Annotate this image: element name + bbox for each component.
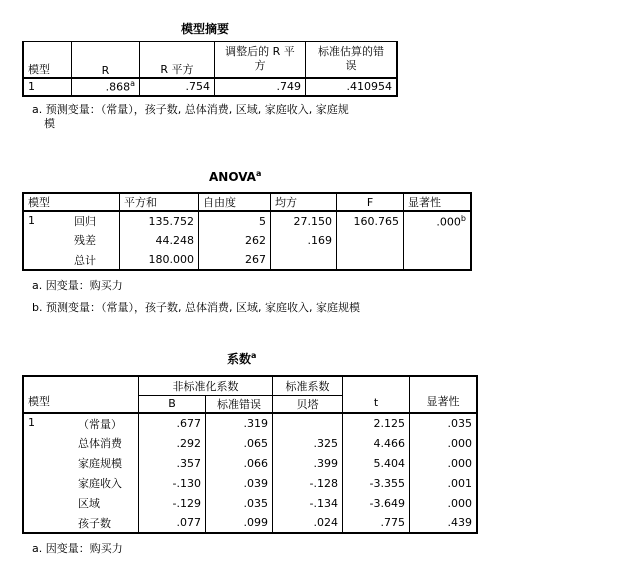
row-label: 总体消费 xyxy=(74,433,139,453)
anova-table xyxy=(22,192,472,271)
cell-t: -3.649 xyxy=(343,493,410,513)
table-header-row xyxy=(23,42,397,78)
cell-mean-square xyxy=(271,250,337,270)
cell-beta: -.134 xyxy=(273,493,343,513)
header-beta: 贝塔 xyxy=(273,395,343,413)
coefficients-title-text: 系数 xyxy=(227,352,252,366)
cell-model: 1 xyxy=(23,211,70,270)
cell-beta: .325 xyxy=(273,433,343,453)
header-model: 模型 xyxy=(23,42,72,78)
cell-model: 1 xyxy=(23,413,74,533)
cell-r-square: .754 xyxy=(140,78,215,96)
coefficients-title-footnote: a xyxy=(251,351,257,360)
row-label: 家庭收入 xyxy=(74,473,139,493)
table-row xyxy=(23,413,477,433)
model-summary-title: 模型摘要 xyxy=(181,22,230,36)
cell-significance xyxy=(404,250,472,270)
se-line1: 标准估算的错 xyxy=(318,45,384,59)
table-row xyxy=(23,453,477,473)
cell-mean-square: 27.150 xyxy=(271,211,337,230)
r-value: .868 xyxy=(105,80,131,94)
header-standardized: 标准系数 xyxy=(273,376,343,395)
row-label: 区域 xyxy=(74,493,139,513)
cell-significance: .000 xyxy=(410,493,478,513)
cell-std-error: .099 xyxy=(206,513,273,533)
cell-std-error: .066 xyxy=(206,453,273,473)
header-std-error: 标准错误 xyxy=(206,395,273,413)
anova-footnote-b: b. 预测变量：（常量），孩子数, 总体消费, 区域, 家庭收入, 家庭规模 xyxy=(32,301,360,314)
header-sum-of-squares: 平方和 xyxy=(120,193,199,211)
header-b: B xyxy=(139,395,206,413)
cell-b: .292 xyxy=(139,433,206,453)
table-header-row xyxy=(23,193,471,211)
header-significance: 显著性 xyxy=(404,193,472,211)
cell-b: -.130 xyxy=(139,473,206,493)
cell-significance: .001 xyxy=(410,473,478,493)
table-row xyxy=(23,493,477,513)
cell-significance: .439 xyxy=(410,513,478,533)
row-label: 家庭规模 xyxy=(74,453,139,473)
cell-std-error: .039 xyxy=(206,473,273,493)
r-footnote: a xyxy=(130,79,135,89)
header-unstandardized: 非标准化系数 xyxy=(139,376,273,395)
row-label: 孩子数 xyxy=(74,513,139,533)
coefficients-footnote-a: a. 因变量：购买力 xyxy=(32,542,123,555)
cell-beta: .024 xyxy=(273,513,343,533)
table-row xyxy=(23,250,471,270)
cell-df: 5 xyxy=(199,211,271,230)
row-label: 回归 xyxy=(70,211,120,230)
cell-t: 5.404 xyxy=(343,453,410,473)
coefficients-title xyxy=(227,350,256,367)
cell-beta xyxy=(273,413,343,433)
table-row xyxy=(23,230,471,250)
cell-significance xyxy=(404,211,472,230)
adj-line1: 调整后的 R 平 xyxy=(225,45,295,59)
anova-title-text: ANOVA xyxy=(209,170,256,184)
cell-std-error: .410954 xyxy=(306,78,398,96)
row-label: 残差 xyxy=(70,230,120,250)
cell-significance: .035 xyxy=(410,413,478,433)
cell-t: 4.466 xyxy=(343,433,410,453)
cell-df: 262 xyxy=(199,230,271,250)
header-significance: 显著性 xyxy=(410,376,478,413)
cell-r xyxy=(72,78,140,96)
header-std-error xyxy=(306,42,398,78)
se-line2: 误 xyxy=(345,59,357,73)
header-f: F xyxy=(337,193,404,211)
header-model: 模型 xyxy=(23,376,139,413)
header-mean-square: 均方 xyxy=(271,193,337,211)
coefficients-table xyxy=(22,375,478,534)
header-r: R xyxy=(72,42,140,78)
table-row xyxy=(23,433,477,453)
cell-b: .677 xyxy=(139,413,206,433)
cell-t: .775 xyxy=(343,513,410,533)
cell-f xyxy=(337,230,404,250)
model-summary-footnote xyxy=(32,103,349,131)
cell-std-error: .065 xyxy=(206,433,273,453)
cell-sum-of-squares: 135.752 xyxy=(120,211,199,230)
table-row xyxy=(23,78,397,96)
note-line2: 模 xyxy=(44,117,55,130)
table-row xyxy=(23,211,471,230)
anova-footnote-a: a. 因变量：购买力 xyxy=(32,279,123,292)
adj-line2: 方 xyxy=(254,59,266,73)
cell-mean-square: .169 xyxy=(271,230,337,250)
cell-f: 160.765 xyxy=(337,211,404,230)
cell-sum-of-squares: 44.248 xyxy=(120,230,199,250)
table-row xyxy=(23,513,477,533)
cell-b: .357 xyxy=(139,453,206,473)
cell-beta: -.128 xyxy=(273,473,343,493)
header-r-square: R 平方 xyxy=(140,42,215,78)
cell-adjusted-r-square: .749 xyxy=(215,78,306,96)
header-df: 自由度 xyxy=(199,193,271,211)
table-header-row xyxy=(23,376,477,395)
sig-footnote: b xyxy=(460,213,466,223)
cell-significance xyxy=(404,230,472,250)
cell-f xyxy=(337,250,404,270)
cell-significance: .000 xyxy=(410,453,478,473)
note-line1: a. 预测变量：（常量），孩子数, 总体消费, 区域, 家庭收入, 家庭规 xyxy=(32,103,349,116)
cell-sum-of-squares: 180.000 xyxy=(120,250,199,270)
anova-title xyxy=(209,169,261,184)
cell-t: 2.125 xyxy=(343,413,410,433)
cell-std-error: .035 xyxy=(206,493,273,513)
cell-df: 267 xyxy=(199,250,271,270)
cell-model: 1 xyxy=(23,78,72,96)
row-label: （常量） xyxy=(74,413,139,433)
table-row xyxy=(23,473,477,493)
cell-beta: .399 xyxy=(273,453,343,473)
cell-significance: .000 xyxy=(410,433,478,453)
cell-b: -.129 xyxy=(139,493,206,513)
model-summary-table xyxy=(22,41,398,97)
cell-std-error: .319 xyxy=(206,413,273,433)
header-t: t xyxy=(343,376,410,413)
row-label: 总计 xyxy=(70,250,120,270)
anova-title-footnote: a xyxy=(255,169,262,178)
sig-value: .000 xyxy=(436,215,461,229)
cell-t: -3.355 xyxy=(343,473,410,493)
header-model: 模型 xyxy=(23,193,120,211)
header-adjusted-r-square xyxy=(215,42,306,78)
cell-b: .077 xyxy=(139,513,206,533)
